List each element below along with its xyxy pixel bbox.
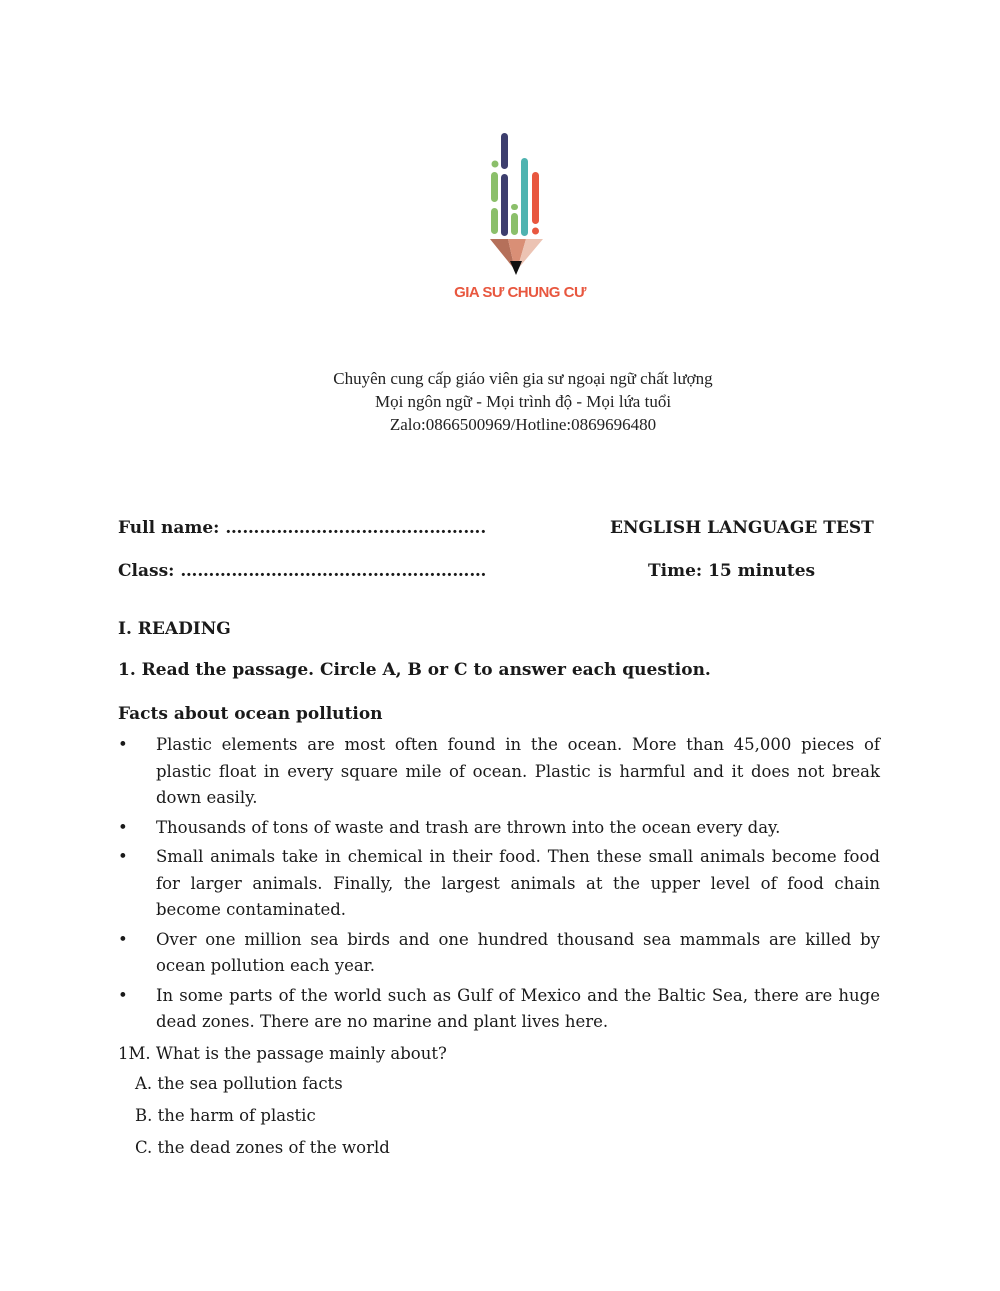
answer-option-a[interactable]: A. the sea pollution facts xyxy=(135,1074,343,1093)
brand-name: GIA SƯ CHUNG CƯ xyxy=(454,284,586,301)
passage-bullet-list xyxy=(118,732,880,1039)
list-item: • Small animals take in chemical in their food. Then these small animals become food for larger animals. Finally, the largest animals at the upper level of food chain become contaminated. xyxy=(118,844,880,924)
time-limit: Time: 15 minutes xyxy=(648,561,816,581)
full-name-field: Full name: ………………………………………. xyxy=(118,518,487,538)
pencil-logo-graphic xyxy=(440,128,600,278)
list-item: • In some parts of the world such as Gulf of Mexico and the Baltic Sea, there are huge dead zones. There are no marine and plant lives here. xyxy=(118,983,880,1036)
tagline-line-2: Mọi ngôn ngữ - Mọi trình độ - Mọi lứa tuổi xyxy=(374,392,672,411)
instruction: 1. Read the passage. Circle A, B or C to answer each question. xyxy=(118,660,711,680)
list-item: • Over one million sea birds and one hundred thousand sea mammals are killed by ocean pollution each year. xyxy=(118,927,880,980)
class-field: Class: ……………………………………………… xyxy=(118,561,487,581)
bullet-icon: • xyxy=(118,847,128,866)
bullet-icon: • xyxy=(118,817,128,837)
tagline xyxy=(0,367,1000,436)
passage-title: Facts about ocean pollution xyxy=(118,704,383,724)
brand-logo xyxy=(440,128,600,308)
bullet-icon: • xyxy=(118,929,128,949)
list-item: • Plastic elements are most often found in the ocean. More than 45,000 pieces of plastic float in every square mile of ocean. Plastic is harmful and it does not break down easily. xyxy=(118,732,880,812)
question-text: 1M. What is the passage mainly about? xyxy=(118,1044,447,1063)
answer-option-b[interactable]: B. the harm of plastic xyxy=(135,1106,316,1125)
list-item: • Thousands of tons of waste and trash are thrown into the ocean every day. xyxy=(118,815,880,842)
answer-option-c[interactable]: C. the dead zones of the world xyxy=(135,1138,390,1157)
tagline-contact: Zalo:0866500969/Hotline:0869696480 xyxy=(389,415,657,434)
tagline-line-1: Chuyên cung cấp giáo viên gia sư ngoại ngữ chất lượng xyxy=(333,369,713,388)
bullet-icon: • xyxy=(118,985,128,1005)
test-title: ENGLISH LANGUAGE TEST xyxy=(610,518,874,538)
bullet-icon: • xyxy=(118,735,128,754)
section-title: I. READING xyxy=(118,619,231,639)
